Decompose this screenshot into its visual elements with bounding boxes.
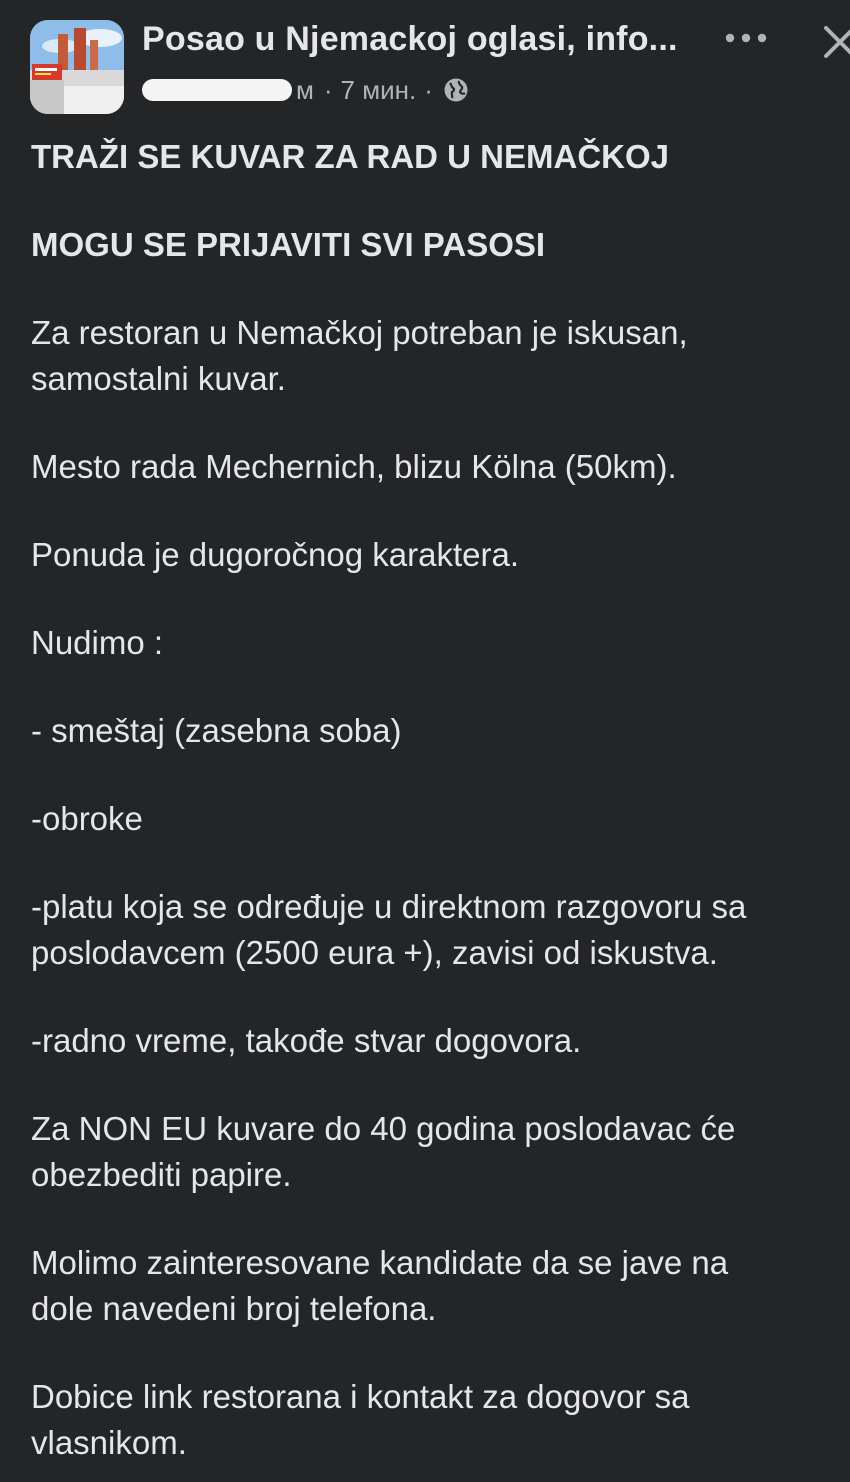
more-dots-icon[interactable] [722,18,772,58]
post-meta [142,72,469,108]
post-text-line: -radno vreme, takođe stvar dogovora. [31,1022,582,1059]
post-text-line: Dobice link restorana i kontakt za dogovor sa [31,1378,690,1415]
post-time[interactable]: 7 мин. [340,74,417,105]
post-subheading: MOGU SE PRIJAVITI SVI PASOSI [31,226,546,263]
post-text-line: vlasnikom. [31,1424,187,1461]
group-avatar[interactable] [30,20,124,114]
redacted-author [142,79,292,101]
post-text-line: -obroke [31,800,143,837]
post-header [30,18,840,118]
post-text-line: dole navedeni broj telefona. [31,1290,437,1327]
post-text-line: obezbediti papire. [31,1156,292,1193]
post-text-line: Ponuda je dugoročnog karaktera. [31,536,520,573]
author-name-tail[interactable]: м [296,74,314,105]
post-text-line: -platu koja se određuje u direktnom razgovoru sa [31,888,747,925]
post-text-line: Mesto rada Mechernich, blizu Kölna (50km). [31,448,677,485]
post-text-line: - smeštaj (zasebna soba) [31,712,402,749]
post-text-line: poslodavcem (2500 eura +), zavisi od iskustva. [31,934,718,971]
post-text-line: Za restoran u Nemačkoj potreban je iskusan, [31,314,688,351]
post-text-line: Nudimo : [31,624,164,661]
meta-separator: · [323,74,333,105]
avatar-image-icon [30,20,124,114]
post-body [31,134,841,1466]
group-name[interactable]: Posao u Njemackoj oglasi, info... [142,20,678,58]
post-heading: TRAŽI SE KUVAR ZA RAD U NEMAČKOJ [31,138,670,175]
meta-separator: · [424,74,433,105]
post-text-line: Molimo zainteresovane kandidate da se jave na [31,1244,729,1281]
close-icon[interactable] [820,22,850,62]
post-text-line: samostalni kuvar. [31,360,286,397]
post-text-line: Za NON EU kuvare do 40 godina poslodavac će [31,1110,736,1147]
globe-icon[interactable] [443,77,469,103]
